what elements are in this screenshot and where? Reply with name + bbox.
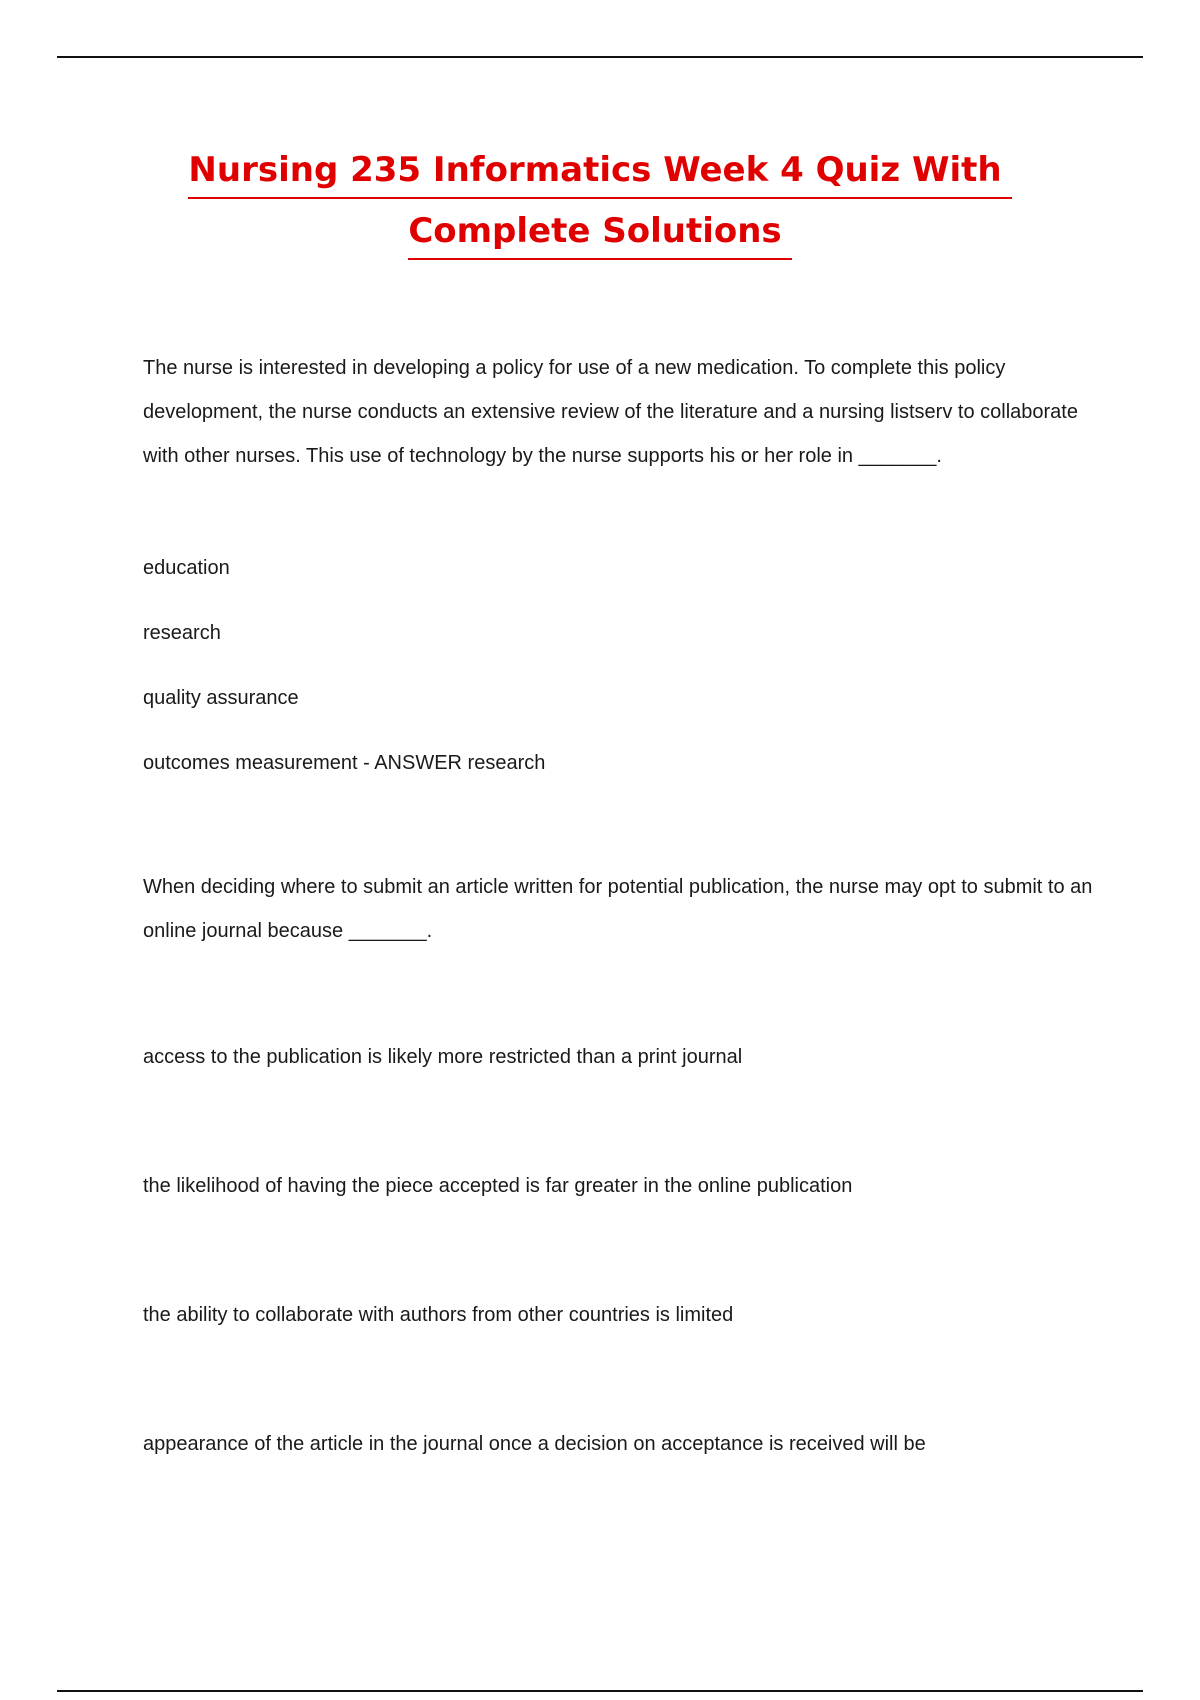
question-2-prompt: When deciding where to submit an article written for potential publication, the nurse may opt to submit to an online journal because _______. xyxy=(143,876,1093,942)
question-1-option-4-answer: outcomes measurement - ANSWER research xyxy=(143,752,546,774)
title-line-2: Complete Solutions xyxy=(408,204,791,260)
question-1-option-3: quality assurance xyxy=(143,687,299,709)
title-line-1: Nursing 235 Informatics Week 4 Quiz With xyxy=(188,143,1011,199)
top-rule xyxy=(57,56,1143,58)
question-2-option-3: the ability to collaborate with authors from other countries is limited xyxy=(143,1304,734,1326)
question-2-option-4: appearance of the article in the journal once a decision on acceptance is received will be xyxy=(143,1433,926,1455)
question-2-option-1: access to the publication is likely more restricted than a print journal xyxy=(143,1046,743,1068)
document-title xyxy=(0,140,1200,262)
question-2-option-2: the likelihood of having the piece accepted is far greater in the online publication xyxy=(143,1175,853,1197)
question-1-option-1: education xyxy=(143,557,230,579)
bottom-rule xyxy=(57,1690,1143,1692)
question-1-prompt: The nurse is interested in developing a policy for use of a new medication. To complete this policy development, the nurse conducts an extensive review of the literature and a nursing listserv to collaborate with other nurses. This use of technology by the nurse supports his or her role in _______. xyxy=(143,357,1078,467)
question-1-option-2: research xyxy=(143,622,221,644)
